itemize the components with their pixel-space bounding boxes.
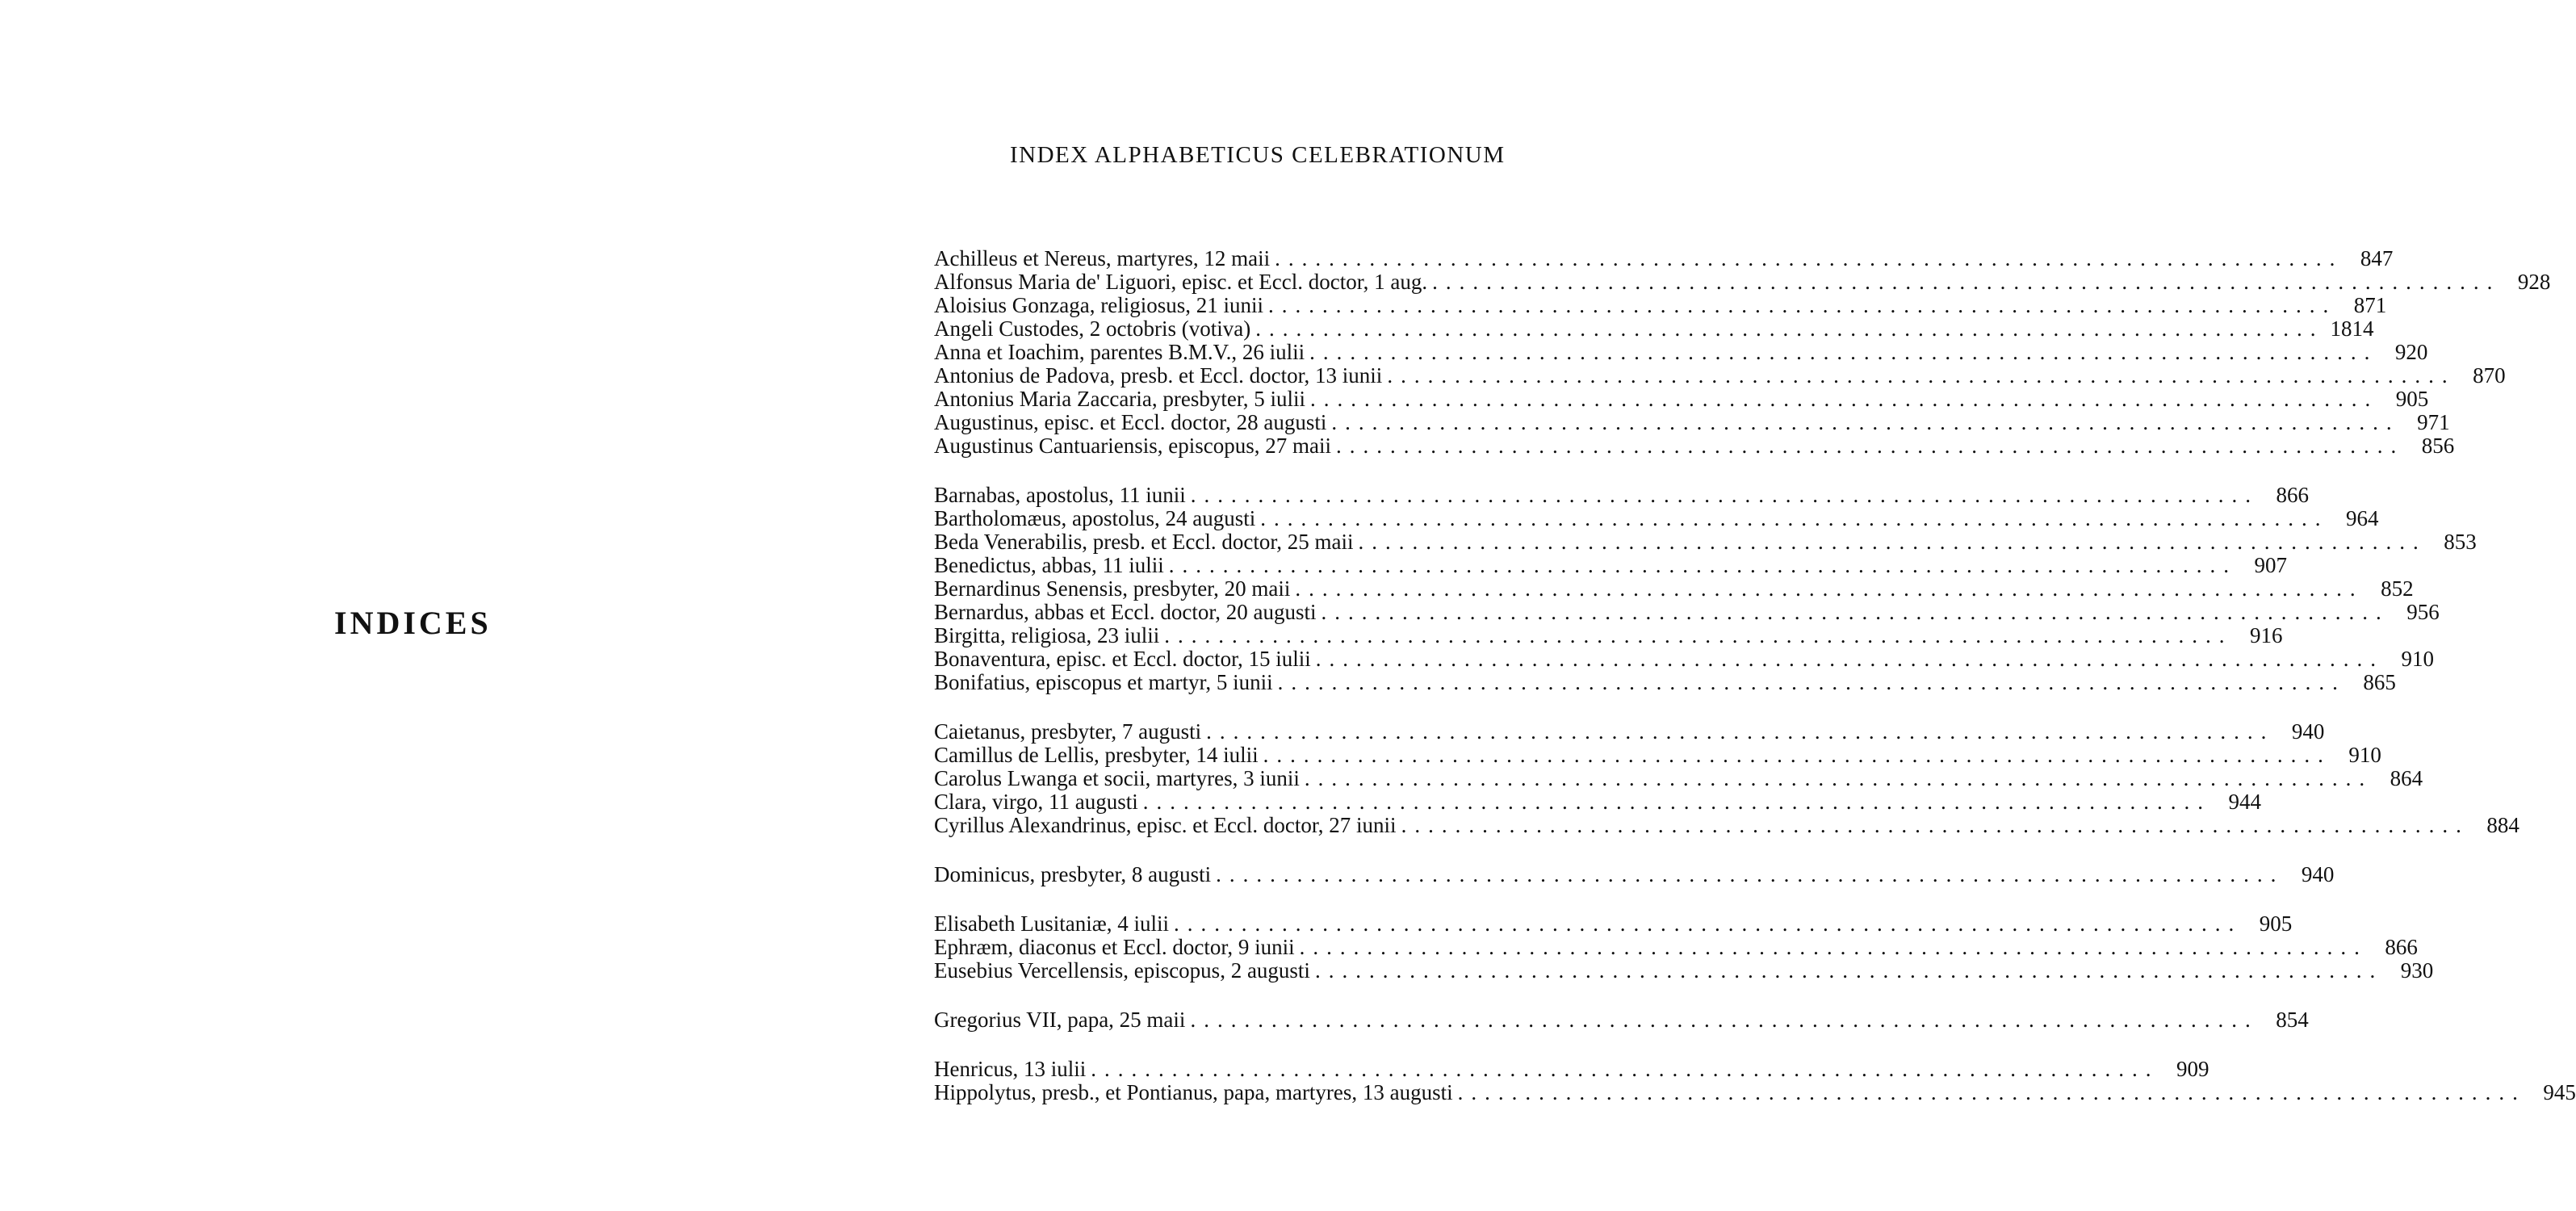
index-entry [934,1008,2309,1032]
index-entry [934,958,2434,983]
index-entry [934,387,2429,411]
index-entry [934,623,2283,647]
entry-text: Antonius Maria Zaccaria, presbyter, 5 iulii [934,387,1306,411]
index-group [934,1057,2576,1104]
index-entry [934,766,2423,790]
dot-leader: ............................................................................... [1216,862,2285,886]
dot-leader: ............................................................................... [1358,530,2427,554]
index-entry [934,911,2293,936]
entry-text: Angeli Custodes, 2 octobris (votiva) [934,316,1251,341]
page-number: 945 [2543,1080,2576,1104]
page-number: 907 [2254,553,2287,577]
page-number: 916 [2249,623,2283,647]
dot-leader: ............................................................................... [1168,553,2237,577]
entry-text: Anna et Ioachim, parentes B.M.V., 26 iulii [934,340,1305,364]
dot-leader: ............................................................................... [1295,576,2364,601]
page-number: 944 [2228,790,2261,814]
dot-leader: ............................................................................... [1263,743,2331,767]
index-entry [934,790,2261,814]
index-group [934,719,2519,837]
page-number: 964 [2346,506,2379,530]
entry-text: Bonifatius, episcopus et martyr, 5 iunii [934,670,1273,694]
entry-text: Achilleus et Nereus, martyres, 12 maii [934,246,1271,270]
entry-text: Dominicus, presbyter, 8 augusti [934,862,1212,886]
entry-text: Benedictus, abbas, 11 iulii [934,553,1164,577]
entry-text: Hippolytus, presb., et Pontianus, papa, martyres, 13 augusti [934,1080,1453,1104]
entry-text: Bernardus, abbas et Eccl. doctor, 20 augusti [934,600,1317,624]
entry-text: Henricus, 13 iulii [934,1057,1087,1081]
page-number: 854 [2276,1008,2309,1032]
entry-text: Bartholomæus, apostolus, 24 augusti [934,506,1256,530]
page-number: 864 [2390,766,2423,790]
index-entry [934,670,2396,694]
page-number: 910 [2401,647,2435,671]
entry-text: Antonius de Padova, presb. et Eccl. doctor, 13 iunii [934,363,1383,388]
page-number: 930 [2400,958,2434,983]
page-number: 853 [2444,530,2477,554]
page-number: 910 [2348,743,2381,767]
entry-text: Gregorius VII, papa, 25 maii [934,1008,1186,1032]
index-entry [934,576,2414,601]
dot-leader: ............................................................................... [1331,410,2400,434]
dot-leader: ............................................................................... [1432,270,2501,294]
dot-leader: ............................................................................... [1255,316,2324,341]
entry-text: Ephræm, diaconus et Eccl. doctor, 9 iunii [934,935,1295,959]
index-entry [934,600,2440,624]
index-entry [934,553,2287,577]
index-entry [934,1080,2576,1104]
page-number: 1814 [2330,316,2374,341]
index-group [934,862,2335,886]
entry-text: Cyrillus Alexandrinus, episc. et Eccl. doctor, 27 iunii [934,813,1397,837]
index-entry [934,813,2519,837]
index-group [934,483,2477,694]
entry-text: Aloisius Gonzaga, religiosus, 21 iunii [934,293,1263,317]
page-number: 847 [2360,246,2394,270]
entry-text: Eusebius Vercellensis, episcopus, 2 augusti [934,958,1310,983]
entry-text: Elisabeth Lusitaniæ, 4 iulii [934,911,1169,936]
left-page [0,0,839,1211]
index-group [934,911,2434,983]
entry-text: Beda Venerabilis, presb. et Eccl. doctor, 25 maii [934,530,1354,554]
page-number: 920 [2394,340,2428,364]
dot-leader: ............................................................................... [1335,434,2405,458]
index-entry [934,862,2335,886]
index-entry [934,530,2477,554]
entry-text: Birgitta, religiosa, 23 iulii [934,623,1160,647]
entry-text: Bonaventura, episc. et Eccl. doctor, 15 iulii [934,647,1311,671]
dot-leader: ............................................................................... [1457,1080,2526,1104]
index-entry [934,293,2387,317]
page-number: 940 [2291,719,2325,744]
entry-text: Bernardinus Senensis, presbyter, 20 maii [934,576,1291,601]
entry-text: Caietanus, presbyter, 7 augusti [934,719,1202,744]
right-page [839,0,2576,1211]
page-number: 905 [2259,911,2293,936]
page-number: 852 [2381,576,2414,601]
index-entry [934,1057,2209,1081]
dot-leader: ............................................................................... [1190,1008,2259,1032]
index-entry [934,506,2379,530]
index-entry [934,743,2381,767]
entry-text: Augustinus, episc. et Eccl. doctor, 28 augusti [934,410,1327,434]
dot-leader: ............................................................................... [1164,623,2233,647]
dot-leader: ............................................................................... [1277,670,2346,694]
index-entry [934,935,2418,959]
index-entry [934,410,2450,434]
page-number: 905 [2395,387,2429,411]
dot-leader: ............................................................................... [1267,293,2337,317]
page-number: 956 [2406,600,2440,624]
dot-leader: ............................................................................... [1206,719,2275,744]
dot-leader: ............................................................................... [1314,958,2384,983]
page-number: 940 [2301,862,2335,886]
dot-leader: ............................................................................... [1299,935,2368,959]
entry-text: Clara, virgo, 11 augusti [934,790,1138,814]
dot-leader: ............................................................................... [1190,483,2259,507]
index-list [934,246,2576,1130]
index-entry [934,647,2435,671]
dot-leader: ............................................................................... [1315,647,2385,671]
dot-leader: ............................................................................... [1321,600,2390,624]
dot-leader: ............................................................................... [1309,340,2378,364]
page-number: 871 [2353,293,2387,317]
page-number: 866 [2385,935,2418,959]
page-number: 865 [2363,670,2396,694]
index-entry [934,270,2551,294]
index-entry [934,434,2455,458]
page-number: 884 [2486,813,2519,837]
entry-text: Barnabas, apostolus, 11 iunii [934,483,1186,507]
entry-text: Alfonsus Maria de' Liguori, episc. et Eccl. doctor, 1 aug. [934,270,1428,294]
dot-leader: ............................................................................... [1401,813,2469,837]
entry-text: Camillus de Lellis, presbyter, 14 iulii [934,743,1259,767]
page-number: 971 [2417,410,2450,434]
dot-leader: ............................................................................... [1275,246,2344,270]
index-group [934,1008,2309,1032]
entry-text: Carolus Lwanga et socii, martyres, 3 iunii [934,766,1300,790]
page-number: 909 [2176,1057,2209,1081]
dot-leader: ............................................................................... [1304,766,2373,790]
entry-text: Augustinus Cantuariensis, episcopus, 27 maii [934,434,1331,458]
dot-leader: ............................................................................... [1091,1057,2159,1081]
dot-leader: ............................................................................... [1173,911,2243,936]
index-entry [934,340,2428,364]
dot-leader: ............................................................................... [1387,363,2456,388]
section-title: INDICES [334,605,492,641]
index-group [934,246,2551,458]
dot-leader: ............................................................................... [1142,790,2211,814]
page-number: 928 [2517,270,2551,294]
page-number: 866 [2276,483,2309,507]
index-entry [934,246,2394,270]
index-entry [934,316,2374,341]
page-number: 870 [2473,363,2506,388]
running-head: INDEX ALPHABETICUS CELEBRATIONUM [1010,142,1506,168]
dot-leader: ............................................................................... [1310,387,2379,411]
index-entry [934,363,2506,388]
index-entry [934,483,2309,507]
index-entry [934,719,2325,744]
page-number: 856 [2421,434,2455,458]
dot-leader: ............................................................................... [1260,506,2329,530]
